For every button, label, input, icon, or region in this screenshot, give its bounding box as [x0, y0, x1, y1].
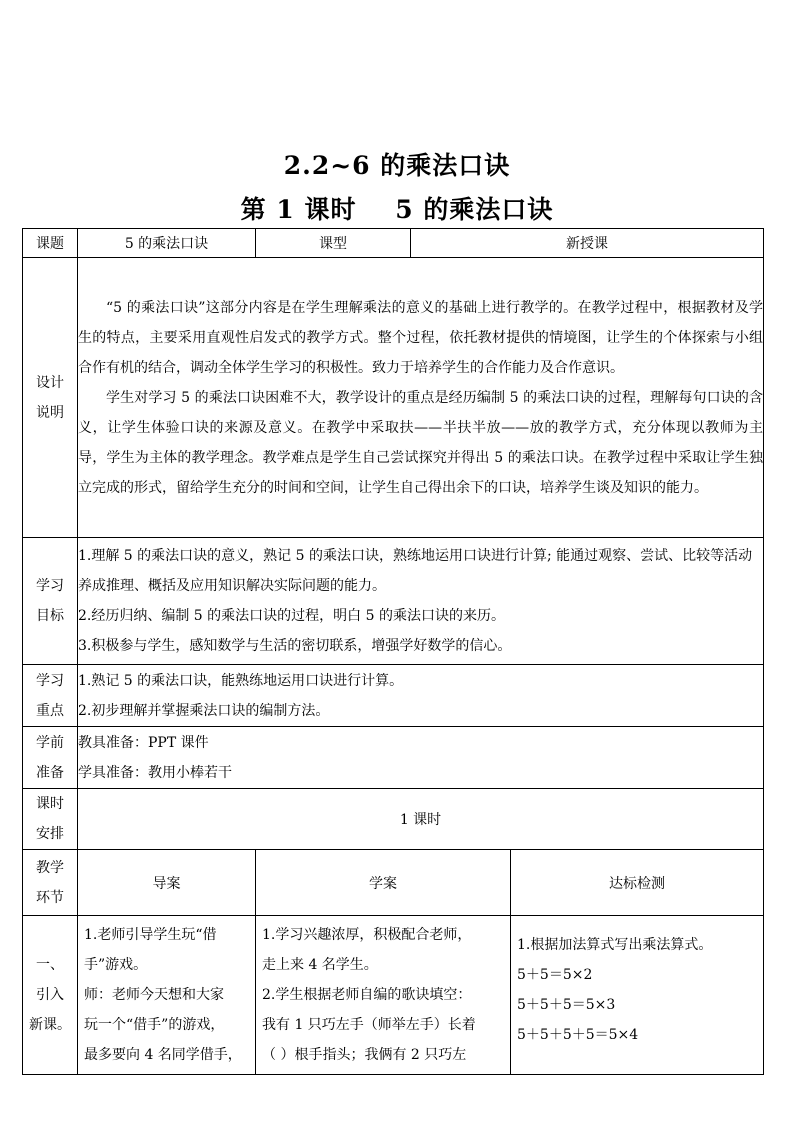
step-one-label: [23, 916, 78, 1075]
focus-label-line-2: 重点: [36, 702, 64, 719]
guide-column-header: 导案: [78, 850, 256, 916]
study-column-header: 学案: [256, 850, 511, 916]
steps-header-row: [23, 850, 764, 916]
check-column-header: 达标检测: [511, 850, 764, 916]
step-one-row: [23, 916, 764, 1075]
check-line: 1.根据加法算式写出乘法算式。: [517, 937, 713, 953]
steps-label: [23, 850, 78, 916]
prep-label: [23, 727, 78, 789]
step-one-study: [256, 916, 511, 1075]
step-one-label-line-3: 新课。: [29, 1017, 71, 1033]
design-label: [23, 258, 78, 538]
guide-line: 玩一个“借手”的游戏，: [84, 1017, 225, 1033]
goals-label-line-1: 学习: [36, 578, 64, 594]
prep-label-line-1: 学前: [36, 734, 64, 751]
check-line: 5＋5＋5＝5×3: [517, 997, 616, 1013]
steps-label-line-2: 环节: [36, 889, 64, 906]
design-row: [23, 258, 764, 538]
prep-text: [78, 727, 764, 789]
check-line: 5＋5＝5×2: [517, 967, 593, 983]
study-line: 2.学生根据老师自编的歌诀填空：: [262, 987, 472, 1003]
topic-label: 课题: [23, 229, 78, 258]
step-one-check: [511, 916, 764, 1075]
prep-item: 学具准备：教用小棒若干: [78, 764, 232, 781]
study-line: 1.学习兴趣浓厚，积极配合老师，: [262, 927, 472, 943]
prep-row: [23, 727, 764, 789]
document-title: 2.2~6 的乘法口诀: [283, 151, 511, 180]
focus-label: [23, 665, 78, 727]
step-one-label-line-1: 一、: [36, 957, 64, 973]
topic-value: 5 的乘法口诀: [78, 229, 256, 258]
design-text: [78, 258, 764, 538]
check-line: 5＋5＋5＋5＝5×4: [517, 1027, 639, 1043]
goal-item: 2.经历归纳、编制 5 的乘法口诀的过程，明白 5 的乘法口诀的来历。: [78, 608, 505, 624]
goals-text: [78, 538, 764, 665]
lesson-subtitle: 第 1 课时 5 的乘法口诀: [240, 195, 554, 224]
design-paragraph-1: “5 的乘法口诀”这部分内容是在学生理解乘法的意义的基础上进行教学的。在教学过程中，根据教材及学生的特点，主要采用直观性启发式的教学方式。整个过程，依托教材提供的情境图，让学生的个体探索与小组合作有机的结合，调动全体学生学习的积极性。致力于培养学生的合作能力及合作意识。: [78, 299, 763, 376]
hours-label-line-2: 安排: [36, 826, 64, 842]
goal-item: 3.积极参与学生，感知数学与生活的密切联系，增强学好数学的信心。: [78, 638, 512, 654]
focus-text: [78, 665, 764, 727]
study-line: 走上来 4 名学生。: [262, 957, 378, 973]
focus-row: [23, 665, 764, 727]
goal-item: 1.理解 5 的乘法口诀的意义，熟记 5 的乘法口诀，熟练地运用口诀进行计算; 能通过观察、尝试、比较等活动养成推理、概括及应用知识解决实际问题的能力。: [78, 548, 753, 594]
step-one-guide: [78, 916, 256, 1075]
focus-item: 2.初步理解并掌握乘法口诀的编制方法。: [78, 702, 330, 719]
type-value: 新授课: [411, 229, 764, 258]
guide-line: 1.老师引导学生玩“借: [84, 927, 217, 943]
lesson-plan-table: [22, 228, 764, 1075]
guide-line: 手”游戏。: [84, 957, 148, 973]
goals-row: [23, 538, 764, 665]
hours-label-line-1: 课时: [36, 796, 64, 812]
focus-item: 1.熟记 5 的乘法口诀，能熟练地运用口诀进行计算。: [78, 672, 404, 689]
prep-label-line-2: 准备: [36, 764, 64, 781]
study-line: 我有 1 只巧左手（师举左手）长着: [262, 1017, 476, 1033]
guide-line: 师：老师今天想和大家: [84, 987, 224, 1003]
design-paragraph-2: 学生对学习 5 的乘法口诀困难不大，教学设计的重点是经历编制 5 的乘法口诀的过程，理解每句口诀的含义，让学生体验口诀的来源及意义。在教学中采取扶——半扶半放——放的教学方式，充分体现以教师为主导，学生为主体的教学理念。教学难点是学生自己尝试探究并得出 5 的乘法口诀。在教学过程中采取让学生独立完成的形式，留给学生充分的时间和空间，让学生自己得出余下的口诀，培养学生谈及知识的能力。: [78, 389, 763, 496]
hours-label: [23, 789, 78, 850]
design-label-line-1: 设计: [36, 374, 64, 391]
goals-label: [23, 538, 78, 665]
prep-item: 教具准备：PPT 课件: [78, 734, 209, 751]
steps-label-line-1: 教学: [36, 859, 64, 876]
focus-label-line-1: 学习: [36, 672, 64, 689]
step-one-label-line-2: 引入: [36, 987, 64, 1003]
hours-value: 1 课时: [78, 789, 764, 850]
type-label: 课型: [256, 229, 411, 258]
study-line: （ ）根手指头；我俩有 2 只巧左: [262, 1047, 467, 1063]
goals-label-line-2: 目标: [36, 608, 64, 624]
hours-row: [23, 789, 764, 850]
guide-line: 最多要向 4 名同学借手，: [84, 1047, 242, 1063]
design-label-line-2: 说明: [36, 404, 64, 421]
topic-row: [23, 229, 764, 258]
